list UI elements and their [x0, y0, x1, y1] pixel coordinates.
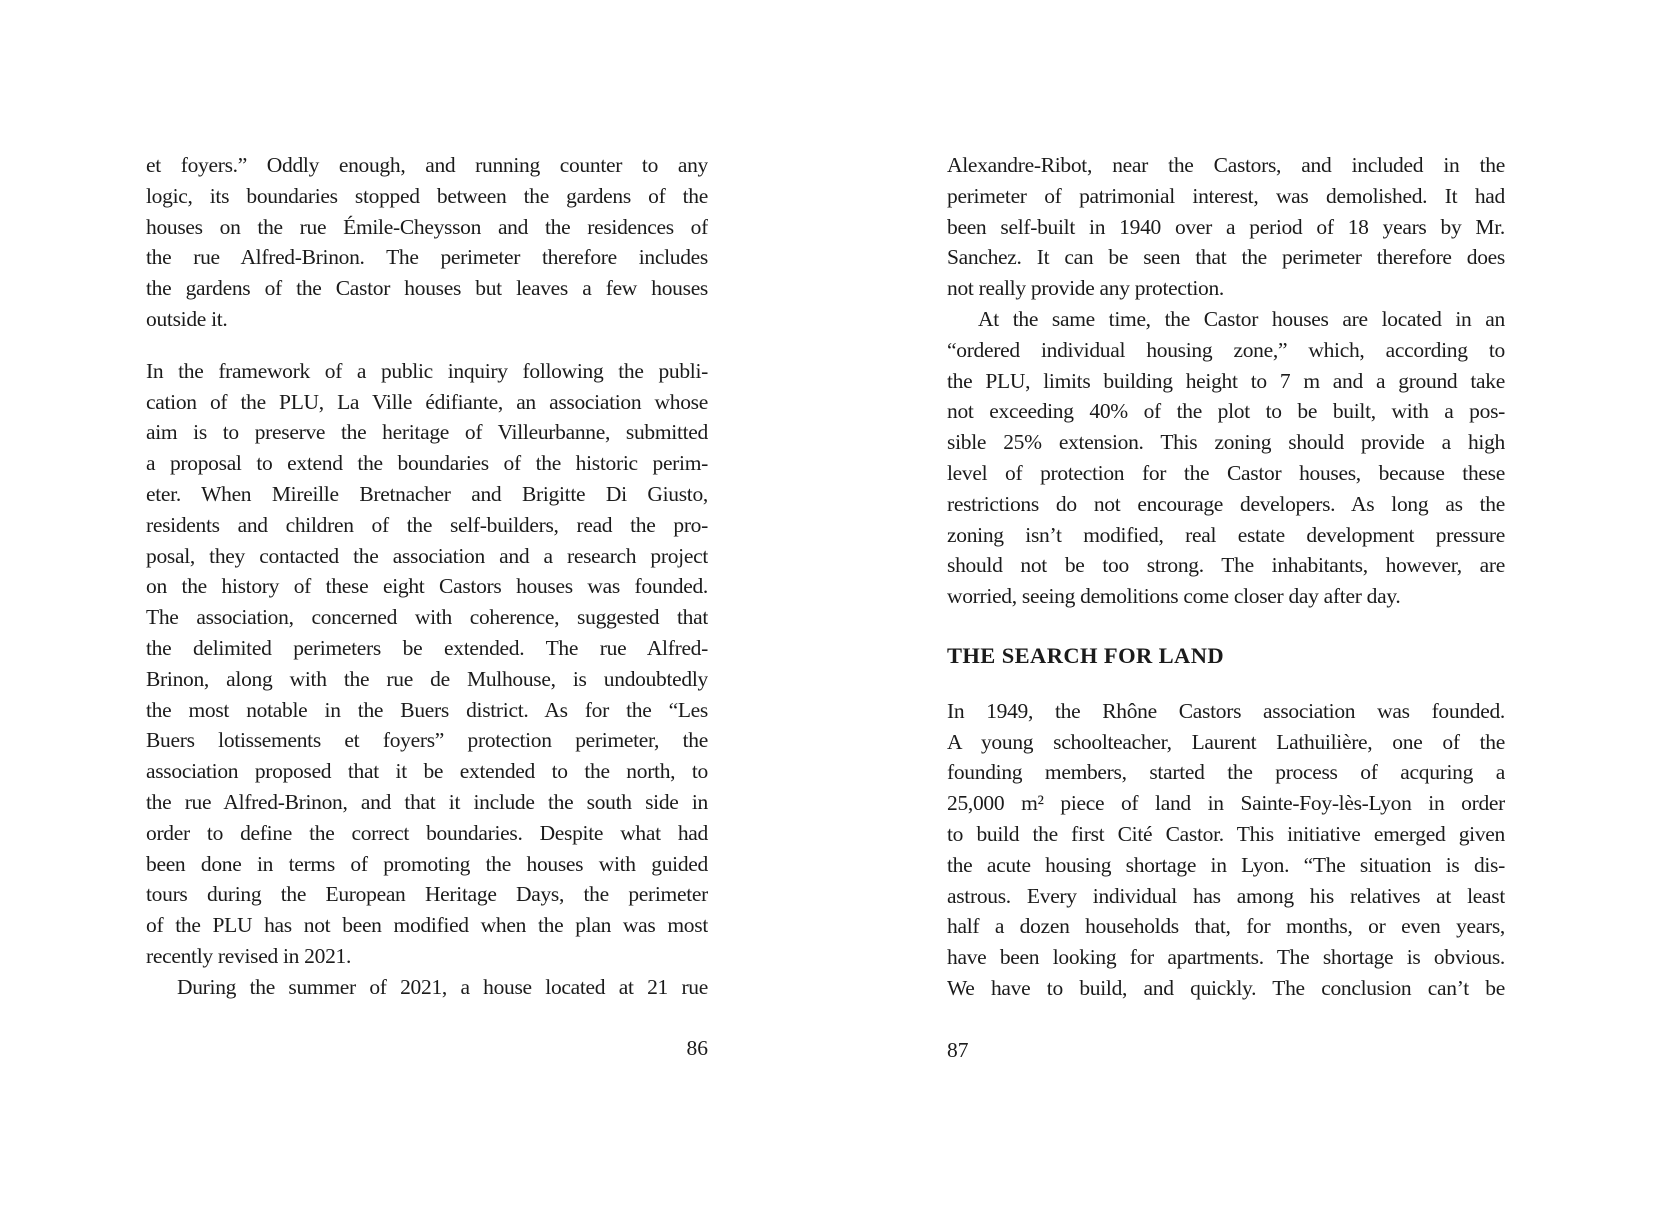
text-line: residents and children of the self-builders, read the pro-	[146, 512, 708, 537]
page-number-right: 87	[947, 1037, 969, 1062]
text-line: not really provide any protection.	[947, 276, 1224, 301]
text-line: been self-built in 1940 over a period of 18 years by Mr.	[947, 214, 1505, 239]
text-line: Brinon, along with the rue de Mulhouse, is undoubtedly	[146, 666, 708, 691]
text-line: been done in terms of promoting the houses with guided	[146, 851, 708, 876]
page-text-left	[146, 150, 708, 1003]
text-line: 25,000 m² piece of land in Sainte-Foy-lès-Lyon in order	[947, 791, 1505, 816]
text-line: the acute housing shortage in Lyon. “The situation is dis-	[947, 852, 1505, 877]
text-line: posal, they contacted the association and a research project	[146, 543, 708, 568]
text-line: half a dozen households that, for months, or even years,	[947, 914, 1505, 939]
text-line: During the summer of 2021, a house located at 21 rue	[177, 974, 708, 999]
text-line: on the history of these eight Castors houses was founded.	[146, 574, 708, 599]
text-line: have been looking for apartments. The shortage is obvious.	[947, 945, 1505, 970]
page-text-right	[947, 150, 1505, 1004]
paragraph	[146, 150, 708, 335]
paragraph	[146, 972, 708, 1003]
text-line: of the PLU has not been modified when the plan was most	[146, 913, 708, 938]
text-line: A young schoolteacher, Laurent Lathuilière, one of the	[947, 729, 1505, 754]
text-line: eter. When Mireille Bretnacher and Brigitte Di Giusto,	[146, 481, 708, 506]
text-line: tours during the European Heritage Days, the perimeter	[146, 882, 708, 907]
paragraph	[947, 150, 1505, 304]
text-line: Alexandre-Ribot, near the Castors, and included in the	[947, 153, 1505, 177]
text-line: The association, concerned with coherence, suggested that	[146, 605, 708, 630]
book-page-right	[947, 150, 1505, 1065]
text-line: In 1949, the Rhône Castors association was founded.	[947, 698, 1505, 723]
text-line: association proposed that it be extended to the north, to	[146, 759, 708, 784]
book-page-left	[146, 150, 708, 1064]
text-line: Sanchez. It can be seen that the perimeter therefore does	[947, 245, 1505, 270]
text-line: sible 25% extension. This zoning should provide a high	[947, 430, 1505, 455]
text-line: a proposal to extend the boundaries of the historic perim-	[146, 451, 708, 476]
text-line: the delimited perimeters be extended. The rue Alfred-	[146, 635, 708, 660]
text-line: the rue Alfred-Brinon, and that it include the south side in	[146, 789, 708, 814]
text-line: not exceeding 40% of the plot to be built, with a pos-	[947, 399, 1505, 424]
paragraph	[947, 304, 1505, 612]
text-line: the rue Alfred-Brinon. The perimeter therefore includes	[146, 245, 708, 270]
text-line: founding members, started the process of acquring a	[947, 760, 1505, 785]
text-line: zoning isn’t modified, real estate development pressure	[947, 522, 1505, 547]
text-line: order to define the correct boundaries. Despite what had	[146, 820, 708, 845]
text-line: At the same time, the Castor houses are located in an	[978, 306, 1505, 331]
text-line: astrous. Every individual has among his relatives at least	[947, 883, 1505, 908]
text-line: restrictions do not encourage developers. As long as the	[947, 491, 1505, 516]
paragraph	[146, 356, 708, 972]
text-line: to build the first Cité Castor. This initiative emerged given	[947, 821, 1505, 846]
page-number-left: 86	[686, 1036, 708, 1061]
paragraph-gap	[146, 335, 708, 356]
text-line: houses on the rue Émile-Cheysson and the residences of	[146, 214, 708, 239]
text-line: We have to build, and quickly. The conclusion can’t be	[947, 975, 1505, 1000]
paragraph	[947, 696, 1505, 1004]
text-line: et foyers.” Oddly enough, and running counter to any	[146, 153, 708, 177]
text-line: perimeter of patrimonial interest, was demolished. It had	[947, 183, 1505, 208]
text-line: recently revised in 2021.	[146, 943, 352, 968]
text-line: level of protection for the Castor houses, because these	[947, 460, 1505, 485]
text-line: logic, its boundaries stopped between the gardens of the	[146, 183, 708, 208]
text-line: aim is to preserve the heritage of Villeurbanne, submitted	[146, 420, 708, 445]
text-line: outside it.	[146, 306, 228, 331]
text-line: In the framework of a public inquiry following the publi-	[146, 358, 708, 383]
text-line: cation of the PLU, La Ville édifiante, an association whose	[146, 389, 708, 414]
section-heading: THE SEARCH FOR LAND	[947, 642, 1225, 668]
text-line: Buers lotissements et foyers” protection perimeter, the	[146, 728, 708, 753]
text-line: should not be too strong. The inhabitants, however, are	[947, 553, 1505, 578]
text-line: the gardens of the Castor houses but leaves a few houses	[146, 276, 708, 301]
text-line: “ordered individual housing zone,” which, according to	[947, 337, 1505, 362]
text-line: worried, seeing demolitions come closer day after day.	[947, 584, 1401, 609]
text-line: the most notable in the Buers district. As for the “Les	[146, 697, 708, 722]
text-line: the PLU, limits building height to 7 m and a ground take	[947, 368, 1505, 393]
